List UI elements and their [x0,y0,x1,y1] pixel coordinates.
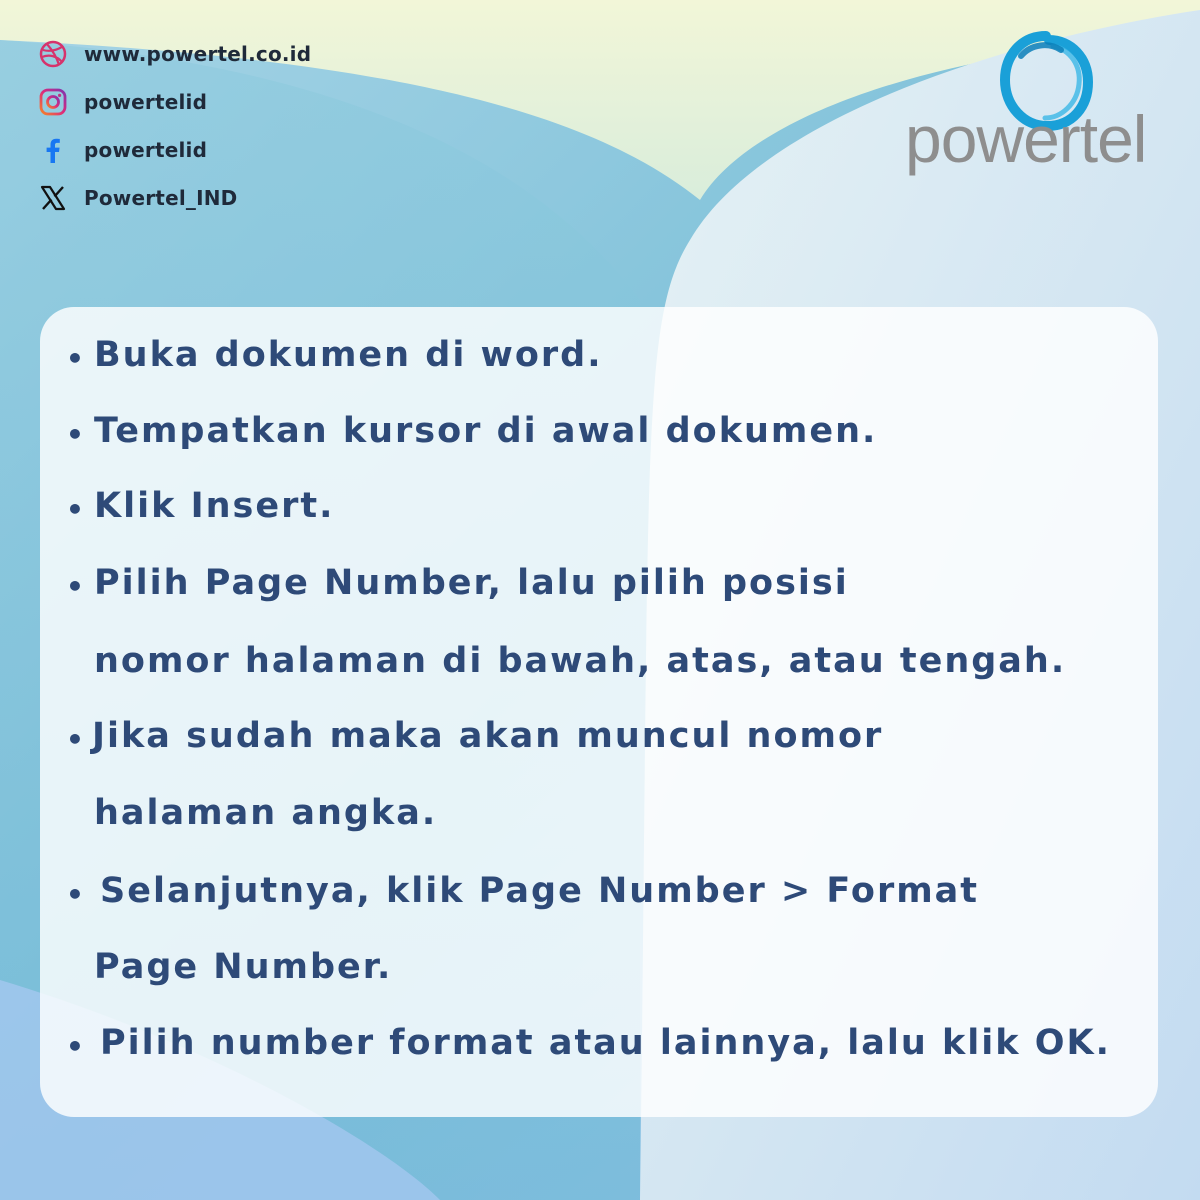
social-facebook[interactable] [36,126,311,174]
facebook-icon [36,133,70,167]
bullet: • [66,878,86,911]
social-website[interactable] [36,30,311,78]
step-text-continued: Page Number. [94,947,393,987]
step-text: Tempatkan kursor di awal dokumen. [94,411,878,451]
powertel-logo [905,22,1175,182]
step-text: Selanjutnya, klik Page Number > Format [100,871,980,911]
steps-list [40,307,1158,1117]
step-text-continued: nomor halaman di bawah, atas, atau tengah. [94,641,1067,681]
step-text: Buka dokumen di word. [94,335,603,375]
bullet: • [66,493,86,526]
social-instagram[interactable] [36,78,311,126]
bullet: • [66,418,86,451]
social-x[interactable] [36,174,311,222]
website-text: www.powertel.co.id [84,42,312,66]
social-links [36,30,311,222]
logo-text: powertel [905,102,1147,176]
bullet: • [66,570,86,603]
dribbble-icon [36,37,70,71]
step-text: Klik Insert. [94,486,335,526]
x-text: Powertel_IND [84,186,238,210]
step-text-continued: halaman angka. [94,793,438,833]
bullet: • [66,723,86,756]
x-icon [36,181,70,215]
step-text: Pilih number format atau lainnya, lalu klik OK. [100,1023,1111,1063]
instagram-text: powertelid [84,90,208,114]
bullet: • [66,342,86,375]
step-text: Pilih Page Number, lalu pilih posisi [94,563,849,603]
step-text: Jika sudah maka akan muncul nomor [92,716,884,756]
steps-card [40,307,1158,1117]
bullet: • [66,1030,86,1063]
facebook-text: powertelid [84,138,208,162]
instagram-icon [36,85,70,119]
